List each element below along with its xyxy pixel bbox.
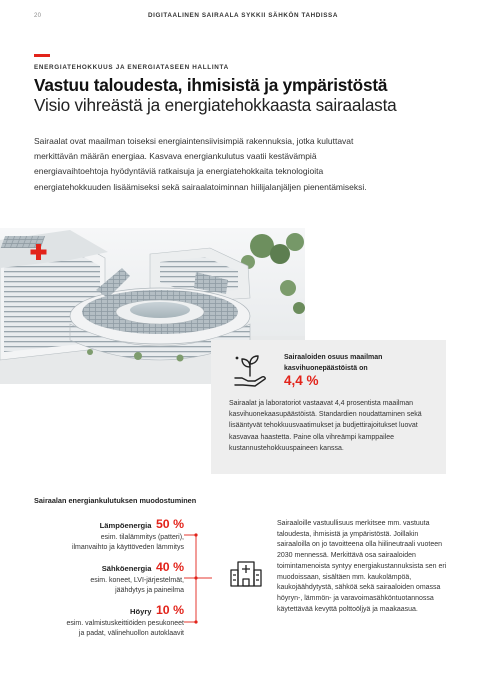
section-eyebrow: ENERGIATEHOKKUUS JA ENERGIATASEEN HALLINTA <box>34 64 229 71</box>
hospital-icon <box>229 556 263 588</box>
energy-item-desc: ilmanvaihto ja käyttöveden lämmitys <box>71 544 184 552</box>
energy-item-desc: ja padat, välinehuollon autoklaavit <box>78 630 184 638</box>
energy-item-steam <box>66 601 184 640</box>
running-header: DIGITAALINEN SAIRAALA SYKKII SÄHKÖN TAHDISSA <box>148 12 339 19</box>
energy-connector-lines <box>184 510 214 650</box>
infobox-body: Sairaalat ja laboratoriot vastaavat 4,4 prosentista maailman kasvihuonekaasupäästöistä. Standardien noudattaminen sekä lisääntyvät tehokkuusvaatimukset ja budjettirajoitukset luovat kasvavaa haastetta. Paine olla vihreämpi kamppailee kustannustehokkuuspaineen kanssa. <box>229 400 422 452</box>
emissions-info-box <box>211 340 446 474</box>
energy-description: Sairaaloille vastuullisuus merkitsee mm. vastuuta taloudesta, ihmisistä ja ympäristöstä. Joillakin sairaaloilla on jo tavoitteena olla hiilineutraali vuoteen 2030 mennessä. Merkittävä osa sairaaloiden toimintamenoista syntyy energiakustannuksista sen eri muodoissaan, sisältäen mm. kaukolämpöä, kaukojäähdytystä, sähköä sekä sairaaloiden omassa höyryn-, lämmön- ja varavoimasähköntuotannossa käytettävää kevyttä polttoöljyä ja maakaasua. <box>277 520 447 613</box>
page-subtitle: Visio vihreästä ja energiatehokkaasta sairaalasta <box>34 95 397 115</box>
accent-bar <box>34 54 50 57</box>
energy-item-value: 40 % <box>155 560 184 574</box>
energy-item-desc: esim. koneet, LVI-järjestelmät, <box>90 577 184 584</box>
energy-item-value: 50 % <box>155 517 184 531</box>
energy-item-desc: jäähdytys ja paineilma <box>115 587 184 595</box>
page-title: Vastuu taloudesta, ihmisistä ja ympäristöstä <box>34 75 388 95</box>
energy-section-heading: Sairaalan energiankulutuksen muodostuminen <box>34 496 197 505</box>
infobox-figure: 4,4 % <box>284 373 319 388</box>
energy-item-desc: esim. valmistuskeittiöiden pesukoneet <box>66 620 184 627</box>
energy-item-name: Sähköenergia <box>101 564 152 573</box>
energy-item-name: Lämpöenergia <box>99 521 152 530</box>
energy-item-desc: esim. tilalämmitys (patteri), <box>100 534 184 541</box>
energy-item-heat <box>72 515 184 554</box>
energy-item-name: Höyry <box>129 607 152 616</box>
infobox-heading: Sairaaloiden osuus maailman kasvihuonepäästöistä on <box>284 354 383 372</box>
energy-item-electricity <box>90 558 184 597</box>
plant-in-hand-icon <box>233 352 267 388</box>
intro-paragraph: Sairaalat ovat maailman toiseksi energiaintensiivisimpiä rakennuksia, jotka kuluttavat merkittävän määrän energiaa. Kasvava energiankulutus vaatii kestävämpiä energiavaihtoehtoja hyödyntäviä ratkaisuja ja energiatehokkaita teknologioita energiatehokkuuden lisäämiseksi sekä sairaalatoiminnan hiilijalanjäljen pienentämiseksi. <box>34 136 367 192</box>
energy-item-value: 10 % <box>155 603 184 617</box>
page-number: 20 <box>34 13 42 19</box>
